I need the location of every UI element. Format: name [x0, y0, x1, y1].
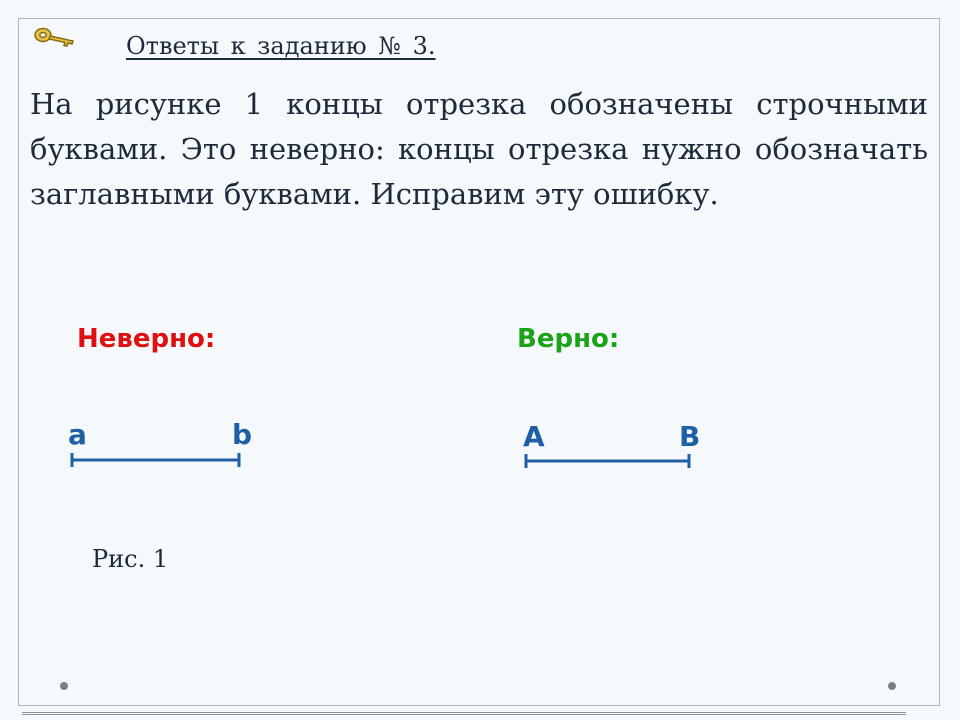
corner-dot-left [60, 682, 68, 690]
right-segment [522, 451, 694, 471]
key-icon [33, 26, 75, 48]
right-segment-end-letter: B [679, 420, 701, 453]
right-label: Верно: [517, 324, 620, 354]
right-segment-start-letter: A [523, 420, 545, 453]
bottom-rule [22, 712, 906, 715]
wrong-label: Неверно: [77, 324, 216, 354]
wrong-segment-end-letter: b [232, 418, 253, 451]
wrong-segment [68, 450, 244, 470]
slide-title: Ответы к заданию № 3. [126, 32, 436, 60]
figure-caption: Рис. 1 [92, 545, 169, 573]
corner-dot-right [888, 682, 896, 690]
wrong-segment-start-letter: a [68, 418, 87, 451]
body-paragraph: На рисунке 1 концы отрезка обозначены строчными буквами. Это неверно: концы отрезка нужно обозначать заглавными буквами. Исправим эту ошибку. [30, 87, 928, 211]
